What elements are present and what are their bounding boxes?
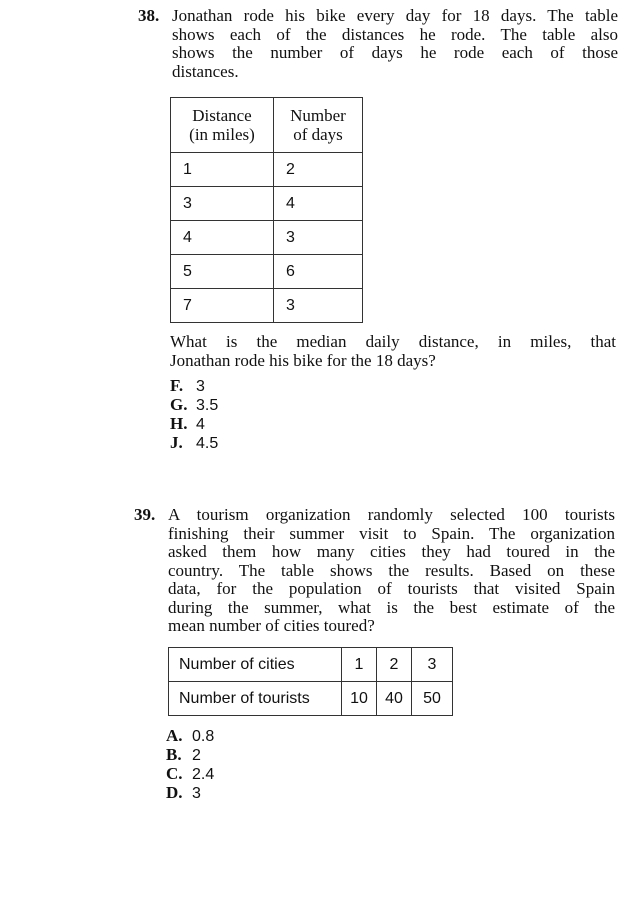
choice-value: 2.4 [192, 766, 215, 783]
question-38-line: shows the number of days he rode each of those [172, 43, 618, 62]
question-38-prompt [170, 333, 616, 370]
question-38-line: shows each of the distances he rode. The table also [172, 24, 618, 44]
tourists-value-cell: 50 [412, 682, 453, 716]
question-39-choices [166, 727, 214, 803]
distance-column-header [171, 98, 274, 153]
header-line: (in miles) [189, 125, 255, 144]
answer-choice-h[interactable] [170, 415, 218, 434]
choice-value: 4.5 [196, 435, 219, 452]
cities-row-label: Number of cities [169, 648, 342, 682]
answer-choice-j[interactable] [170, 434, 218, 453]
distance-cell: 7 [171, 289, 274, 323]
choice-value: 3 [192, 785, 201, 802]
question-38-intro [172, 7, 618, 81]
answer-choice-d[interactable] [166, 784, 214, 803]
question-38-prompt-line: What is the median daily distance, in miles, that [170, 332, 616, 351]
choice-value: 0.8 [192, 728, 215, 745]
choice-letter: J. [170, 433, 183, 452]
question-39-line: mean number of cities toured? [168, 616, 375, 635]
answer-choice-c[interactable] [166, 765, 214, 784]
question-39-line: asked them how many cities they had toured in the [168, 542, 615, 561]
question-39-line: finishing their summer visit to Spain. The organization [168, 523, 615, 543]
question-38-choices [170, 377, 218, 453]
tourists-row-label: Number of tourists [169, 682, 342, 716]
choice-letter: F. [170, 376, 184, 395]
choice-letter: D. [166, 783, 183, 802]
table-row [171, 221, 363, 255]
question-38-prompt-line: Jonathan rode his bike for the 18 days? [170, 350, 436, 370]
header-line: Number [290, 106, 346, 125]
table-row [171, 255, 363, 289]
answer-choice-f[interactable] [170, 377, 218, 396]
table-row [169, 682, 453, 716]
question-38-line: distances. [172, 61, 239, 81]
question-39-intro [168, 506, 615, 636]
choice-letter: G. [170, 395, 188, 414]
distance-cell: 5 [171, 255, 274, 289]
choice-letter: H. [170, 414, 188, 433]
choice-value: 3.5 [196, 397, 219, 414]
table-row [171, 153, 363, 187]
answer-choice-a[interactable] [166, 727, 214, 746]
choice-value: 2 [192, 747, 201, 764]
answer-choice-b[interactable] [166, 746, 214, 765]
question-38-number: 38. [138, 6, 160, 25]
cities-value-cell: 1 [342, 648, 377, 682]
cities-value-cell: 2 [377, 648, 412, 682]
question-39-line: country. The table shows the results. Based on these [168, 560, 615, 580]
days-cell: 2 [274, 153, 363, 187]
days-cell: 4 [274, 187, 363, 221]
choice-value: 3 [196, 378, 205, 395]
tourists-value-cell: 10 [342, 682, 377, 716]
cities-tourists-table [168, 647, 453, 716]
days-cell: 3 [274, 289, 363, 323]
question-39-number: 39. [134, 505, 156, 524]
table-row [169, 648, 453, 682]
distance-cell: 3 [171, 187, 274, 221]
question-39-line: data, for the population of tourists that visited Spain [168, 579, 615, 598]
days-cell: 3 [274, 221, 363, 255]
tourists-value-cell: 40 [377, 682, 412, 716]
days-column-header [274, 98, 363, 153]
distance-cell: 1 [171, 153, 274, 187]
table-row [171, 289, 363, 323]
choice-value: 4 [196, 416, 205, 433]
choice-letter: C. [166, 764, 183, 783]
table-header-row [171, 98, 363, 153]
header-line: of days [293, 125, 343, 144]
days-cell: 6 [274, 255, 363, 289]
question-38-line: Jonathan rode his bike every day for 18 days. The table [172, 6, 618, 25]
choice-letter: A. [166, 726, 183, 745]
header-line: Distance [192, 106, 252, 125]
answer-choice-g[interactable] [170, 396, 218, 415]
question-39-line: A tourism organization randomly selected 100 tourists [168, 505, 615, 524]
distance-cell: 4 [171, 221, 274, 255]
choice-letter: B. [166, 745, 182, 764]
distance-days-table [170, 97, 363, 323]
table-row [171, 187, 363, 221]
question-39-line: during the summer, what is the best estimate of the [168, 597, 615, 617]
cities-value-cell: 3 [412, 648, 453, 682]
